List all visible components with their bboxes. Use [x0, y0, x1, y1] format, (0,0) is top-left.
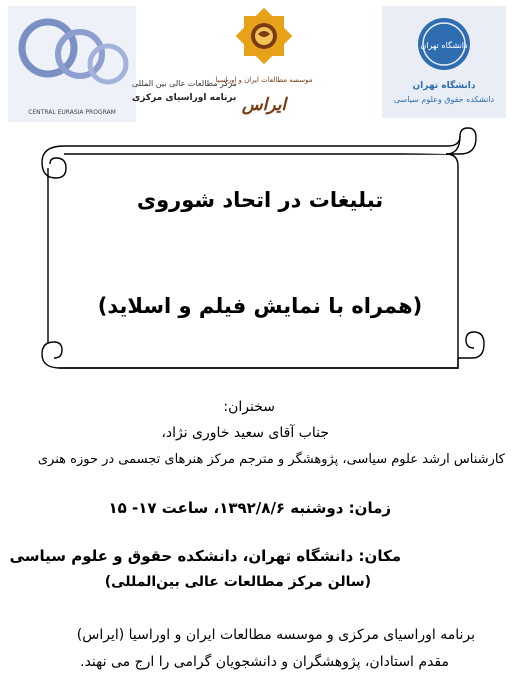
cep-logo-line1: مرکز مطالعات عالی بین المللی	[132, 79, 237, 88]
speakers-label: سخنران:	[223, 399, 275, 415]
iras-logo	[214, 6, 314, 122]
cep-logo	[8, 6, 237, 122]
event-hall: (سالن مرکز مطالعات عالی بین‌المللی)	[104, 574, 371, 590]
event-title: تبلیغات در اتحاد شوروی	[136, 188, 384, 212]
iras-logo-line1: موسسه مطالعات ایران و اوراسیا	[215, 76, 313, 84]
cep-logo-line2: برنامه اوراسیای مرکزی	[132, 93, 237, 103]
cep-logo-line3: CENTRAL EURASIA PROGRAM	[28, 109, 116, 116]
university-of-tehran-logo	[382, 6, 506, 118]
iras-logo-line2: ایراس	[241, 95, 287, 115]
event-time: زمان: دوشنبه ۱۳۹۲/۸/۶، ساعت ۱۷- ۱۵	[108, 499, 391, 517]
invitation: مقدم استادان، پژوهشگران و دانشجویان گرامی را ارج می نهند.	[80, 654, 449, 670]
event-place: مکان: دانشگاه تهران، دانشکده حقوق و علوم سیاسی	[9, 547, 401, 565]
speaker-name: جناب آقای سعید خاوری نژاد،	[161, 425, 329, 441]
ut-logo-line1: دانشگاه تهران	[412, 81, 476, 91]
event-subtitle: (همراه با نمایش فیلم و اسلاید)	[97, 294, 423, 318]
ut-logo-line2: دانشکده حقوق وعلوم سیاسی	[393, 95, 495, 104]
speaker-bio: کارشناس ارشد علوم سیاسی، پژوهشگر و مترجم مرکز هنرهای تجسمی در حوزه هنری	[37, 452, 505, 467]
scroll-banner	[28, 126, 490, 376]
ut-seal-text: دانشگاه تهران	[420, 41, 468, 50]
organizers: برنامه اوراسیای مرکزی و موسسه مطالعات ایران و اوراسیا (ایراس)	[76, 627, 475, 643]
